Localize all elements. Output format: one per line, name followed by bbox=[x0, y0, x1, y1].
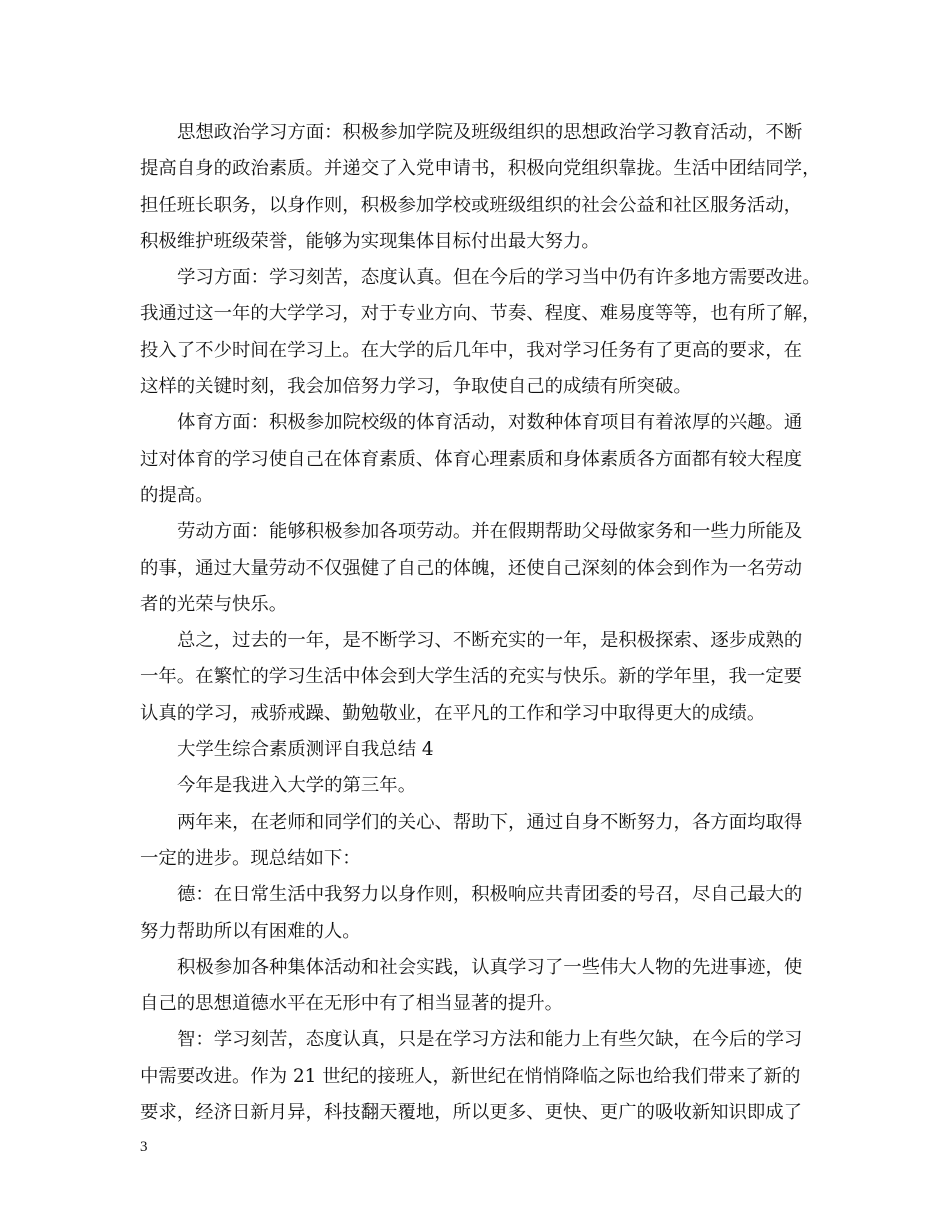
text-line: 过对体育的学习使自己在体育素质、体育心理素质和身体素质各方面都有较大程度 bbox=[140, 448, 803, 470]
page-number: 3 bbox=[140, 1139, 148, 1155]
text-line: 一定的进步。现总结如下： bbox=[140, 847, 361, 869]
text-line: 这样的关键时刻，我会加倍努力学习，争取使自己的成绩有所突破。 bbox=[140, 376, 692, 398]
text-line: 提高自身的政治素质。并递交了入党申请书，积极向党组织靠拢。生活中团结同学， bbox=[140, 158, 821, 180]
text-line: 我通过这一年的大学学习，对于专业方向、节奏、程度、难易度等等，也有所了解， bbox=[140, 303, 821, 325]
text-line: 自己的思想道德水平在无形中有了相当显著的提升。 bbox=[140, 993, 563, 1015]
text-line: 认真的学习，戒骄戒躁、勤勉敬业，在平凡的工作和学习中取得更大的成绩。 bbox=[140, 702, 766, 724]
text-line: 投入了不少时间在学习上。在大学的后几年中，我对学习任务有了更高的要求，在 bbox=[140, 339, 803, 361]
text-line: 的事，通过大量劳动不仅强健了自己的体魄，还使自己深刻的体会到作为一名劳动 bbox=[140, 557, 803, 579]
text-line: 积极维护班级荣誉，能够为实现集体目标付出最大努力。 bbox=[140, 230, 600, 252]
text-line: 总之，过去的一年，是不断学习、不断充实的一年，是积极探索、逐步成熟的 bbox=[177, 630, 803, 652]
text-line: 中需要改进。作为 21 世纪的接班人，新世纪在悄悄降临之际也给我们带来了新的 bbox=[140, 1065, 801, 1087]
body-text bbox=[140, 115, 830, 1131]
text-line: 体育方面：积极参加院校级的体育活动，对数种体育项目有着浓厚的兴趣。通 bbox=[177, 412, 803, 434]
text-line: 两年来，在老师和同学们的关心、帮助下，通过自身不断努力，各方面均取得 bbox=[177, 811, 803, 833]
text-line: 积极参加各种集体活动和社会实践，认真学习了一些伟大人物的先进事迹，使 bbox=[177, 956, 803, 978]
text-line: 今年是我进入大学的第三年。 bbox=[177, 775, 417, 797]
text-line: 的提高。 bbox=[140, 484, 214, 506]
text-line: 思想政治学习方面：积极参加学院及班级组织的思想政治学习教育活动，不断 bbox=[177, 122, 803, 143]
text-line: 者的光荣与快乐。 bbox=[140, 593, 288, 615]
text-line: 德：在日常生活中我努力以身作则，积极响应共青团委的号召，尽自己最大的 bbox=[177, 884, 803, 906]
text-line: 努力帮助所以有困难的人。 bbox=[140, 920, 361, 942]
text-line: 担任班长职务，以身作则，积极参加学校或班级组织的社会公益和社区服务活动， bbox=[140, 194, 803, 216]
text-line: 智：学习刻苦，态度认真，只是在学习方法和能力上有些欠缺，在今后的学习 bbox=[177, 1029, 803, 1051]
text-line: 一年。在繁忙的学习生活中体会到大学生活的充实与快乐。新的学年里，我一定要 bbox=[140, 666, 803, 688]
text-line: 学习方面：学习刻苦，态度认真。但在今后的学习当中仍有许多地方需要改进。 bbox=[177, 267, 821, 289]
section-heading: 大学生综合素质测评自我总结 4 bbox=[177, 739, 434, 761]
text-line: 要求，经济日新月异，科技翻天覆地，所以更多、更快、更广的吸收新知识即成了 bbox=[140, 1102, 803, 1124]
text-line: 劳动方面：能够积极参加各项劳动。并在假期帮助父母做家务和一些力所能及 bbox=[177, 521, 803, 543]
